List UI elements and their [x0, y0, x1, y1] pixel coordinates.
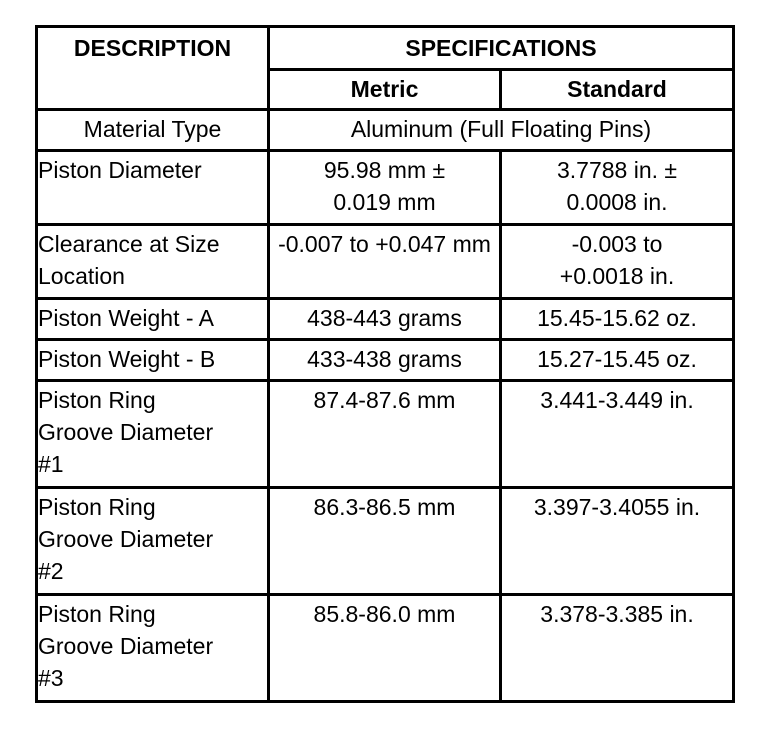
table-row [37, 595, 734, 702]
piston-specifications-table [35, 25, 735, 703]
row-metric: -0.007 to +0.047 mm [269, 225, 501, 299]
table-row [37, 151, 734, 225]
row-standard: -0.003 to +0.0018 in. [501, 225, 734, 299]
row-description: Piston Diameter [37, 151, 269, 225]
header-row-top [37, 27, 734, 70]
description-header: DESCRIPTION [37, 27, 269, 110]
table-row [37, 488, 734, 595]
row-standard: 3.7788 in. ± 0.0008 in. [501, 151, 734, 225]
row-description: Piston Weight - B [37, 340, 269, 381]
row-description: Material Type [37, 110, 269, 151]
table-row [37, 381, 734, 488]
row-value: Aluminum (Full Floating Pins) [269, 110, 734, 151]
specifications-header: SPECIFICATIONS [269, 27, 734, 70]
row-description: Piston Ring Groove Diameter #2 [37, 488, 269, 595]
row-description: Clearance at Size Location [37, 225, 269, 299]
row-metric: 433-438 grams [269, 340, 501, 381]
row-metric: 438-443 grams [269, 299, 501, 340]
row-standard: 3.441-3.449 in. [501, 381, 734, 488]
table-row [37, 110, 734, 151]
row-description: Piston Weight - A [37, 299, 269, 340]
row-description: Piston Ring Groove Diameter #3 [37, 595, 269, 702]
table-row [37, 299, 734, 340]
row-standard: 15.45-15.62 oz. [501, 299, 734, 340]
row-metric: 87.4-87.6 mm [269, 381, 501, 488]
metric-header: Metric [269, 70, 501, 110]
row-description: Piston Ring Groove Diameter #1 [37, 381, 269, 488]
standard-header: Standard [501, 70, 734, 110]
table-row [37, 340, 734, 381]
row-standard: 3.397-3.4055 in. [501, 488, 734, 595]
table-row [37, 225, 734, 299]
row-metric: 86.3-86.5 mm [269, 488, 501, 595]
row-metric: 85.8-86.0 mm [269, 595, 501, 702]
row-standard: 15.27-15.45 oz. [501, 340, 734, 381]
row-metric: 95.98 mm ± 0.019 mm [269, 151, 501, 225]
row-standard: 3.378-3.385 in. [501, 595, 734, 702]
